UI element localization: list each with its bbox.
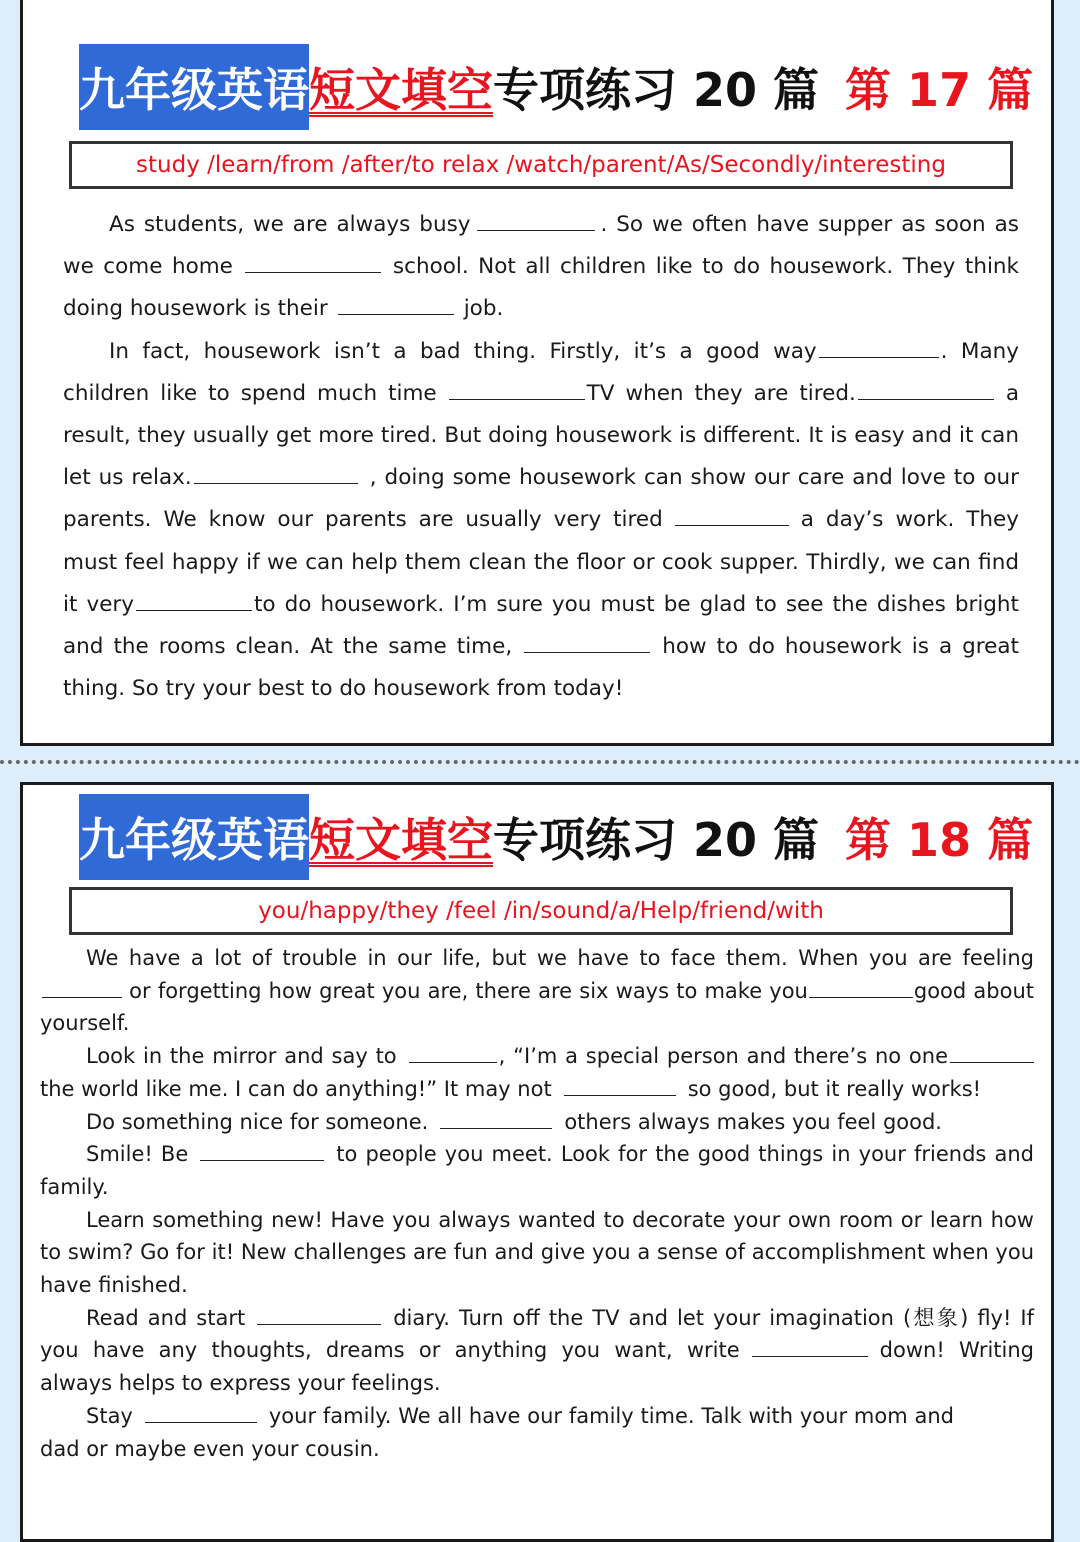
- answer-blank-10[interactable]: [524, 651, 650, 653]
- passage-text: diary. Turn off the TV and let your imagination (想象) fly! If you have any thoughts, dreams or anything you want, write: [40, 1305, 1034, 1363]
- passage-text: . So we often have supper as soon as we come home: [63, 212, 1019, 280]
- title-article-number: 第 18 篇: [845, 813, 1034, 867]
- passage-body: [63, 204, 1019, 710]
- answer-blank-6[interactable]: [858, 398, 994, 400]
- answer-blank-3[interactable]: [338, 313, 454, 315]
- title-series-label: 专项练习 20 篇: [493, 813, 820, 867]
- title-topic-label: 短文填空: [309, 813, 493, 867]
- passage-text: good about yourself.: [40, 978, 1034, 1036]
- passage-text: , doing some housework can show our care and love to our parents. We know our parents are usually very tired: [63, 465, 1019, 533]
- paragraph: [63, 204, 1019, 331]
- title-topic-label: 短文填空: [309, 63, 493, 117]
- paragraph: [40, 1204, 1034, 1302]
- passage-text: your family. We all have our family time. Talk with your mom and dad or maybe even your cousin.: [40, 1403, 954, 1461]
- answer-blank-8[interactable]: [675, 524, 789, 526]
- answer-blank-3[interactable]: [409, 1061, 497, 1063]
- worksheet-card-18: [20, 782, 1054, 1542]
- paragraph: [40, 1302, 1034, 1400]
- answer-blank-4[interactable]: [819, 356, 939, 358]
- passage-text: the world like me. I can do anything!” It may not: [40, 1076, 552, 1101]
- answer-blank-6[interactable]: [440, 1127, 552, 1129]
- passage-text: to people you meet. Look for the good things in your friends and family.: [40, 1142, 1035, 1199]
- title-series-label: 专项练习 20 篇: [493, 63, 820, 117]
- paragraph: [40, 1106, 1034, 1139]
- passage-text: job.: [463, 296, 504, 322]
- page-divider: [0, 760, 1080, 764]
- answer-blank-9[interactable]: [752, 1355, 868, 1357]
- passage-body: [40, 942, 1034, 1465]
- passage-text: , “I’m a special person and there’s no one: [498, 1044, 948, 1069]
- word-bank: study /learn/from /after/to relax /watch/parent/As/Secondly/interesting: [69, 141, 1013, 189]
- answer-blank-1[interactable]: [42, 996, 122, 998]
- passage-text: TV when they are tired.: [586, 380, 856, 406]
- passage-text: Read and start: [86, 1305, 246, 1330]
- answer-blank-8[interactable]: [257, 1323, 381, 1325]
- title-grade-label: 九年级英语: [79, 44, 309, 130]
- answer-blank-4[interactable]: [950, 1061, 1034, 1063]
- paragraph: [40, 1400, 1034, 1465]
- passage-text: As students, we are always busy: [109, 212, 471, 237]
- answer-blank-1[interactable]: [477, 229, 595, 231]
- answer-blank-2[interactable]: [809, 996, 913, 998]
- answer-blank-10[interactable]: [145, 1421, 257, 1423]
- answer-blank-2[interactable]: [245, 271, 381, 273]
- passage-text: In fact, housework isn’t a bad thing. Firstly, it’s a good way: [109, 338, 817, 364]
- passage-text: school. Not all children like to do housework. They think doing housework is their: [63, 254, 1020, 322]
- passage-text: We have a lot of trouble in our life, but we have to face them. When you are feeling: [86, 946, 1034, 970]
- answer-blank-5[interactable]: [449, 398, 585, 400]
- worksheet-title: [79, 799, 1033, 875]
- worksheet-title: [79, 49, 1033, 125]
- passage-text: Do something nice for someone.: [86, 1109, 429, 1134]
- passage-text: down! Writing always helps to express your feelings.: [40, 1338, 1034, 1396]
- passage-text: Stay: [86, 1403, 133, 1428]
- passage-text: Smile! Be: [86, 1142, 189, 1167]
- answer-blank-7[interactable]: [194, 482, 358, 484]
- title-article-number: 第 17 篇: [845, 63, 1034, 117]
- passage-text: Learn something new! Have you always wanted to decorate your own room or learn how to swim? Go for it! New challenges are fun and give you a sense of accomplishment when you have finished.: [40, 1207, 1034, 1298]
- passage-text: Look in the mirror and say to: [86, 1044, 397, 1069]
- answer-blank-7[interactable]: [200, 1159, 324, 1161]
- passage-text: a result, they usually get more tired. But doing housework is different. It is easy and it can let us relax.: [63, 380, 1020, 491]
- passage-text: . Many children like to spend much time: [63, 338, 1019, 406]
- answer-blank-5[interactable]: [564, 1094, 676, 1096]
- answer-blank-9[interactable]: [136, 609, 252, 611]
- passage-text: a day’s work. They must feel happy if we can help them clean the floor or cook supper. Thirdly, we can find it very: [63, 507, 1019, 617]
- passage-text: to do housework. I’m sure you must be glad to see the dishes bright and the rooms clean. At the same time,: [63, 591, 1019, 660]
- worksheet-card-17: [20, 0, 1054, 746]
- paragraph: [40, 1040, 1034, 1105]
- passage-text: others always makes you feel good.: [564, 1109, 942, 1134]
- paragraph: [63, 331, 1019, 711]
- passage-text: so good, but it really works!: [687, 1076, 982, 1101]
- word-bank: you/happy/they /feel /in/sound/a/Help/friend/with: [69, 887, 1013, 935]
- paragraph: [40, 1138, 1034, 1203]
- paragraph: [40, 942, 1034, 1040]
- passage-text: or forgetting how great you are, there are six ways to make you: [129, 978, 808, 1003]
- passage-text: how to do housework is a great thing. So try your best to do housework from today!: [63, 634, 1019, 702]
- title-grade-label: 九年级英语: [79, 794, 309, 880]
